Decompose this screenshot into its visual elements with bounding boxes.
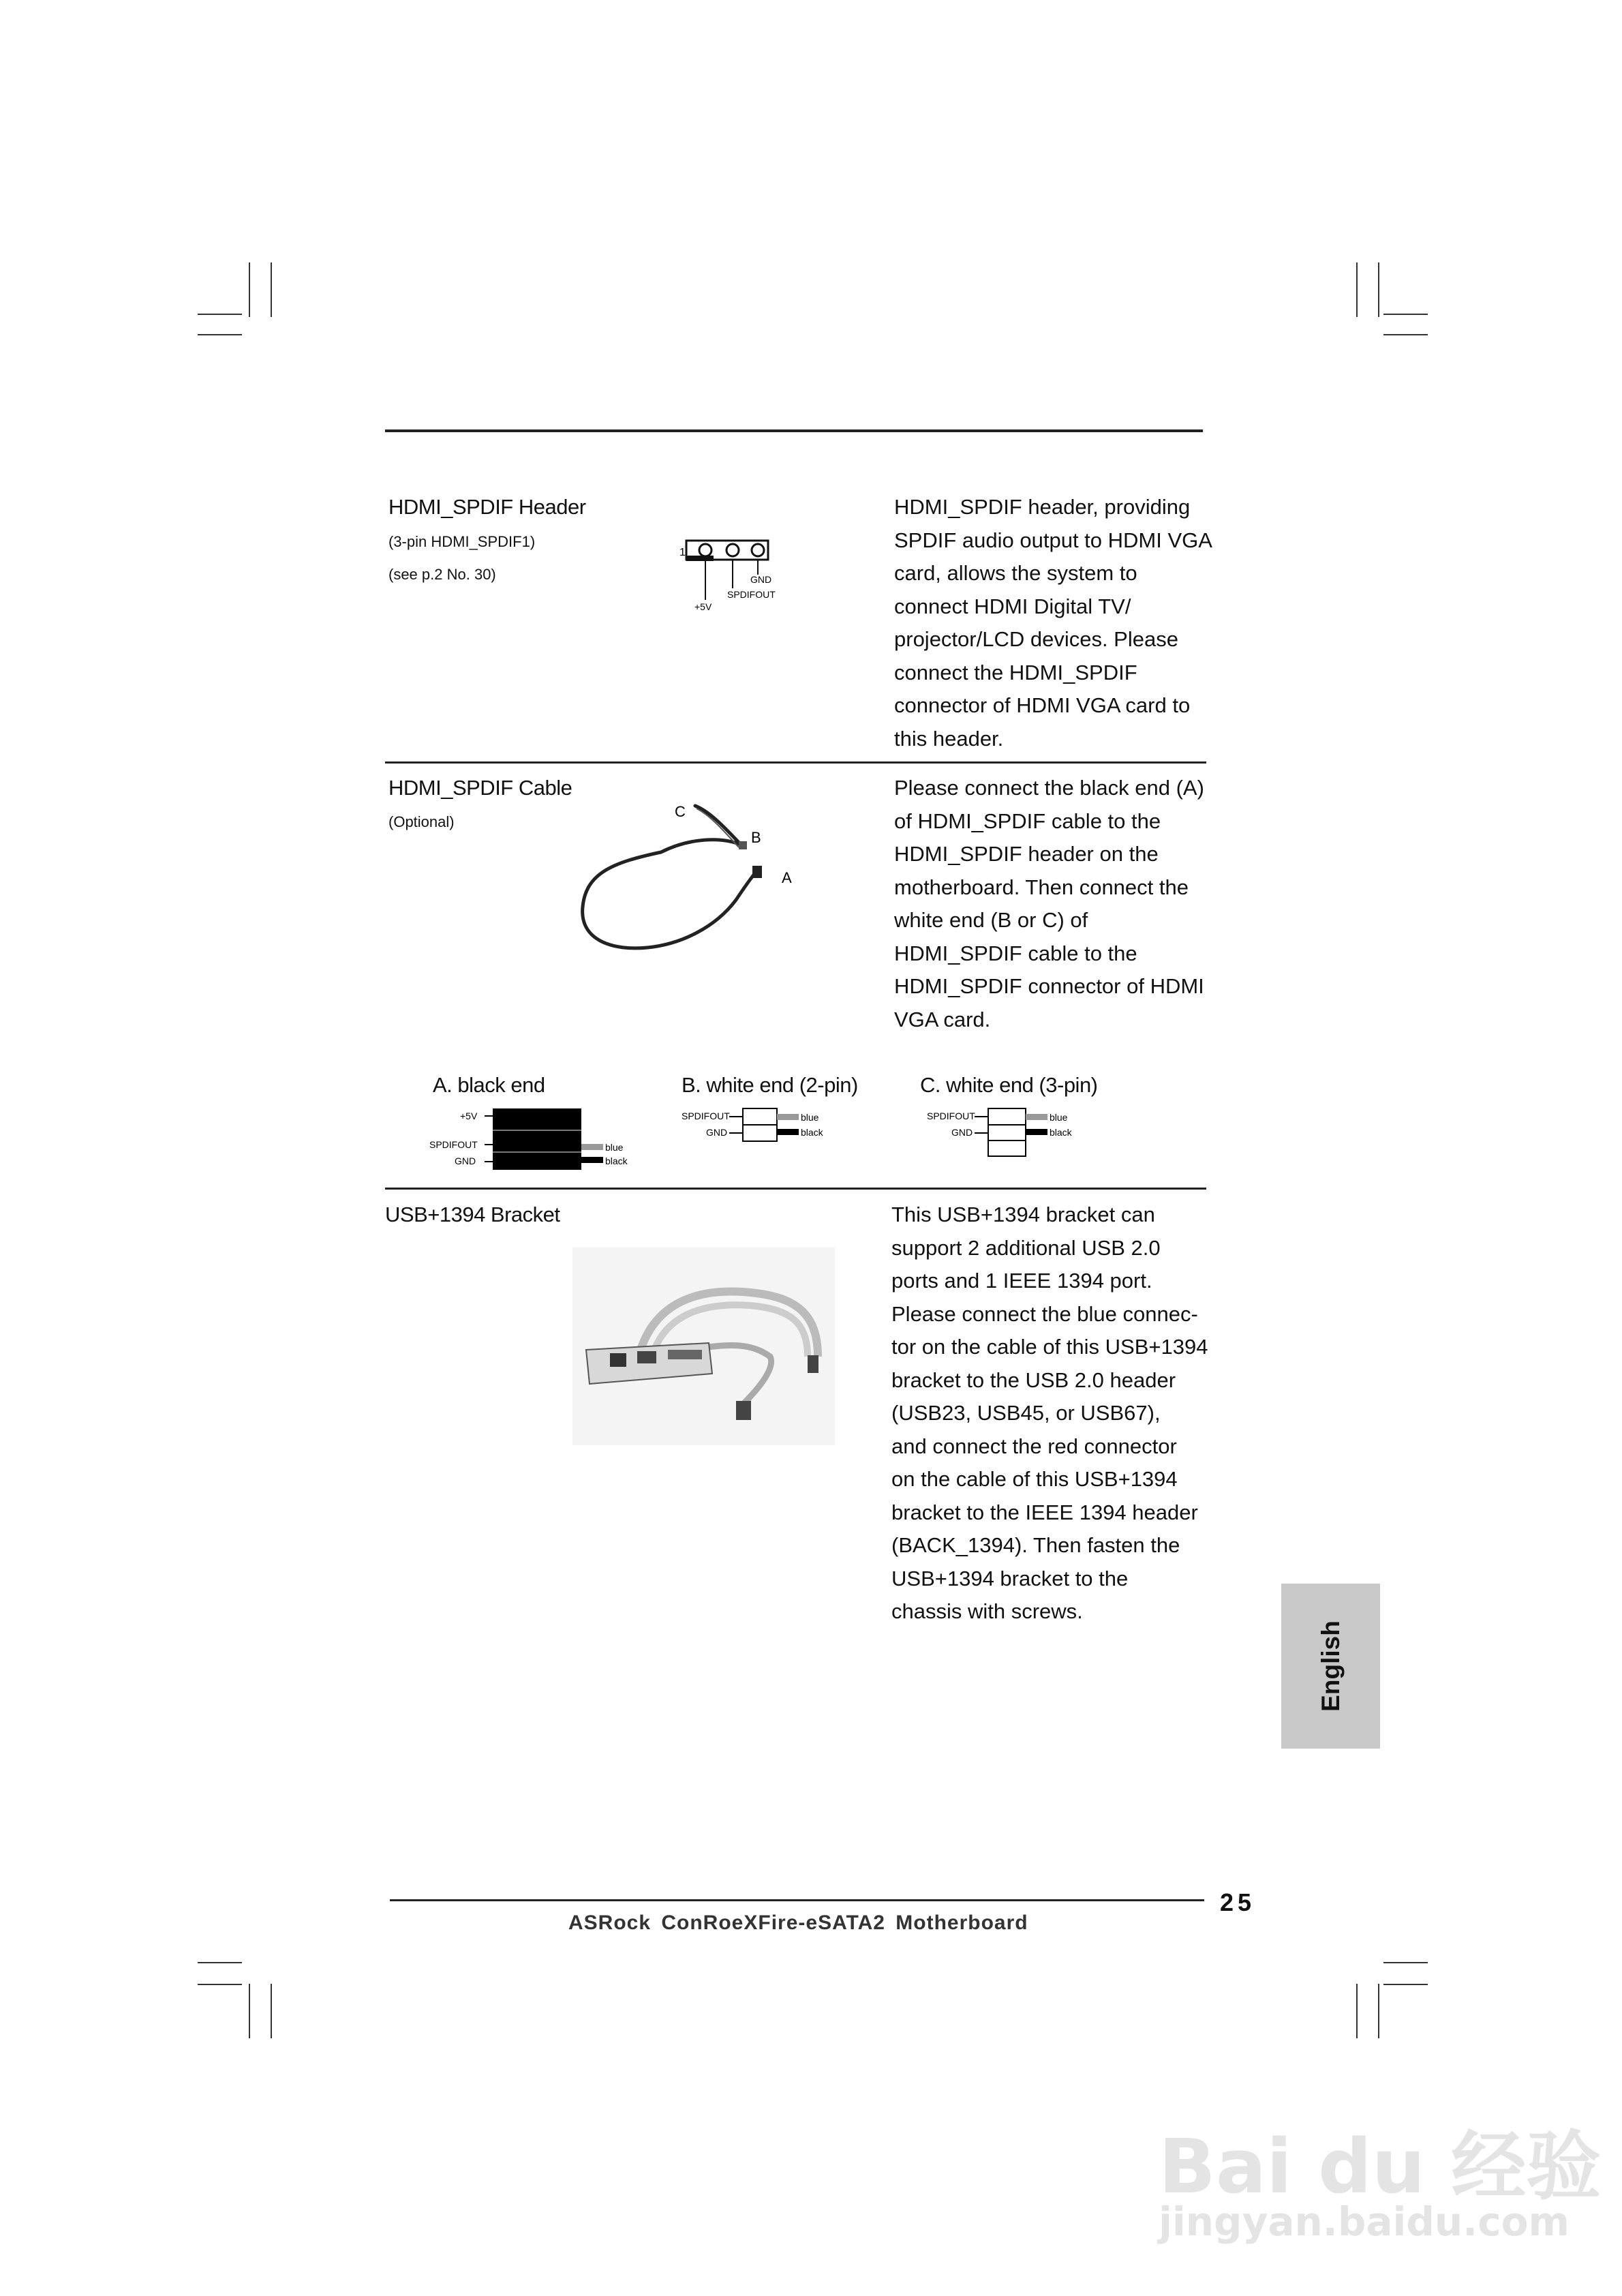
blue-wire (1026, 1114, 1047, 1120)
plus5v-label: +5V (460, 1111, 478, 1121)
gnd-label: GND (951, 1127, 973, 1138)
firewire-port (637, 1351, 656, 1363)
blue-label: blue (1050, 1112, 1068, 1123)
blue-wire (581, 1144, 603, 1150)
black-connector-body (493, 1108, 581, 1170)
crop-mark (1356, 262, 1358, 317)
section-divider (385, 1188, 1206, 1190)
crop-mark (1383, 1962, 1428, 1963)
watermark-brand: Bai du 经验 (1159, 2123, 1602, 2210)
blue-wire (777, 1114, 799, 1120)
hdmi-header-title: HDMI_SPDIF Header (388, 495, 586, 519)
cable-connector-2 (736, 1401, 751, 1420)
end-c-title: C. white end (3-pin) (920, 1073, 1098, 1097)
cable-label-b: B (751, 829, 761, 846)
spdifout-label: SPDIFOUT (429, 1139, 478, 1150)
crop-mark (1356, 1984, 1358, 2038)
hdmi-cable-title: HDMI_SPDIF Cable (388, 776, 572, 800)
black-wire (1026, 1129, 1047, 1135)
crop-mark (271, 1984, 272, 2038)
pin-one-label: 1 (679, 547, 686, 558)
language-tab (1281, 1584, 1380, 1749)
black-label: black (605, 1155, 628, 1166)
white-end-3pin-diagram (920, 1106, 1097, 1160)
hdmi-header-reference: (see p.2 No. 30) (388, 566, 496, 583)
crop-mark (249, 1984, 250, 2038)
spdifout-label: SPDIFOUT (682, 1111, 730, 1121)
black-wire (581, 1157, 603, 1163)
crop-mark (1383, 1984, 1428, 1985)
crop-mark (198, 1984, 242, 1985)
section-divider (385, 761, 1206, 764)
watermark-url: jingyan.baidu.com (1159, 2199, 1570, 2245)
spdifout-label: SPDIFOUT (727, 589, 776, 600)
crop-mark (1383, 314, 1428, 315)
pin-1 (699, 544, 711, 556)
hdmi-header-subtitle: (3-pin HDMI_SPDIF1) (388, 533, 536, 550)
black-wire (777, 1129, 799, 1135)
connector-b (739, 841, 747, 849)
blue-label: blue (605, 1142, 624, 1153)
usb-bracket-photo (572, 1248, 835, 1445)
crop-mark (198, 314, 242, 315)
spdifout-label: SPDIFOUT (927, 1111, 975, 1121)
usb-port (610, 1353, 626, 1367)
hdmi-header-pin-diagram (678, 535, 797, 614)
hdmi-header-description: HDMI_SPDIF header, providing SPDIF audio output to HDMI VGA card, allows the system to connect HDMI Digital TV/ projector/LCD devices. Please connect the HDMI_SPDIF connector of HDMI VGA card to this header. (894, 495, 1212, 751)
page-number: 25 (1220, 1888, 1256, 1916)
hdmi-cable-illustration (572, 798, 818, 1002)
gnd-label: GND (455, 1155, 476, 1166)
pin-3 (752, 544, 764, 556)
crop-mark (198, 334, 242, 335)
crop-mark (1383, 334, 1428, 335)
crop-mark (249, 262, 250, 317)
crop-mark (1378, 262, 1379, 317)
end-b-title: B. white end (2-pin) (682, 1073, 858, 1097)
cable-connector-1 (808, 1355, 818, 1373)
usb-bracket-title: USB+1394 Bracket (385, 1203, 560, 1226)
gnd-label: GND (706, 1127, 728, 1138)
white-connector-body (988, 1108, 1026, 1156)
plus5v-label: +5V (694, 601, 712, 612)
crop-mark (1378, 1984, 1379, 2038)
blue-label: blue (801, 1112, 819, 1123)
black-label: black (1050, 1127, 1072, 1138)
white-end-2pin-diagram (675, 1106, 852, 1147)
cable-label-a: A (782, 869, 792, 886)
end-a-title: A. black end (433, 1073, 545, 1097)
bracket-label (668, 1350, 702, 1359)
footer-product-name: ASRock ConRoeXFire-eSATA2 Motherboard (568, 1912, 1028, 1934)
connector-a (752, 866, 762, 878)
hdmi-cable-description: Please connect the black end (A) of HDMI_SPDIF cable to the HDMI_SPDIF header on the motherboard. Then connect the white end (B or C) of HDMI_SPDIF cable to the HDMI_SPDIF connector of HDMI VGA card. (894, 776, 1204, 1031)
footer-rule (390, 1899, 1204, 1901)
usb-bracket-description: This USB+1394 bracket can support 2 additional USB 2.0 ports and 1 IEEE 1394 port. Please connect the blue connec- tor on the cable of this USB+1394 bracket to the USB 2.0 header (USB23, USB45, or USB67), and connect the red connector on the cable of this USB+1394 bracket to the IEEE 1394 header (BACK_1394). Then fasten the USB+1394 bracket to the chassis with screws. (891, 1203, 1208, 1623)
hdmi-cable-optional: (Optional) (388, 813, 455, 830)
pin-one-mark (686, 556, 714, 561)
black-end-diagram (426, 1106, 637, 1174)
pin-2 (726, 544, 739, 556)
cable-wire (583, 806, 756, 948)
top-rule (385, 429, 1203, 432)
black-label: black (801, 1127, 823, 1138)
gnd-label: GND (750, 574, 772, 585)
cable-label-c: C (675, 803, 686, 820)
crop-mark (271, 262, 272, 317)
crop-mark (198, 1962, 242, 1963)
language-tab-label: English (1316, 1620, 1345, 1712)
